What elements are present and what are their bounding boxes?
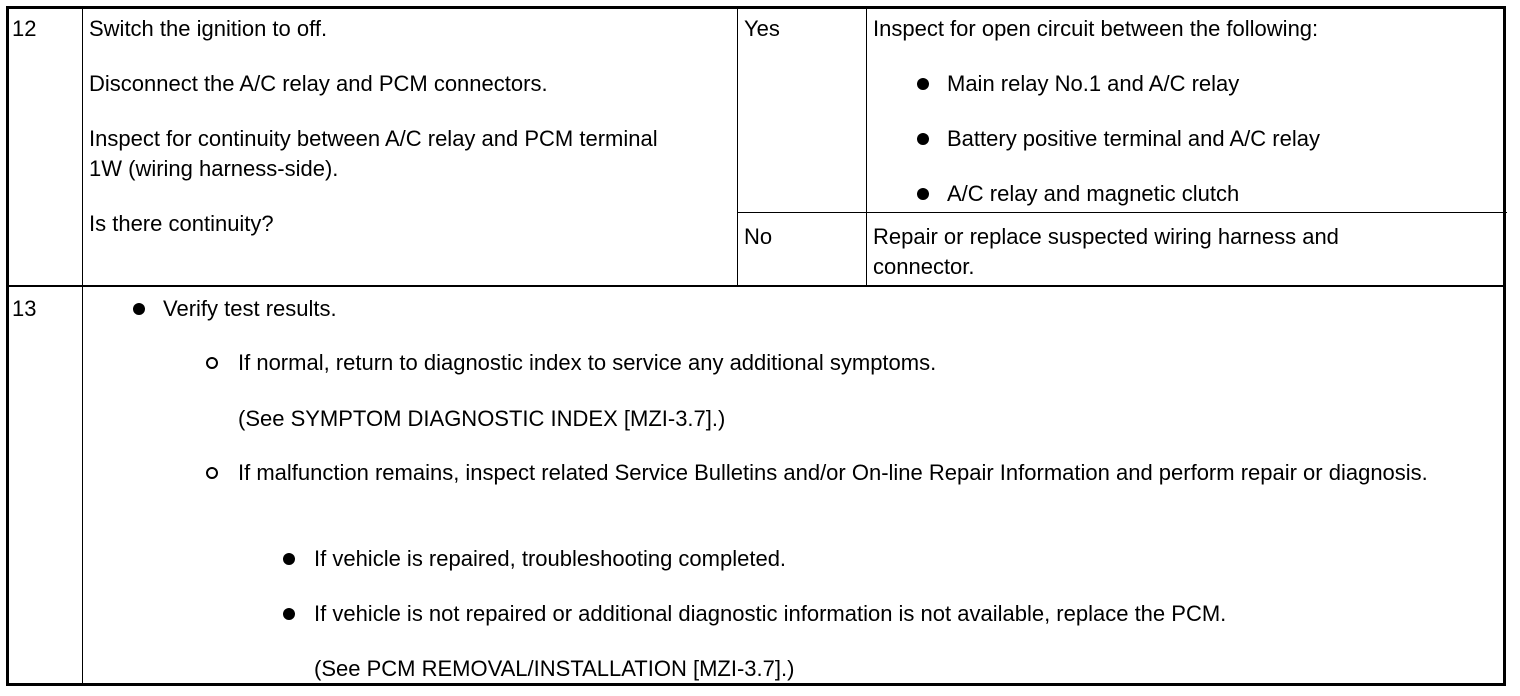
circle-bullet-icon [206, 357, 218, 369]
bullet-icon [917, 188, 929, 200]
list-item: If vehicle is not repaired or additional diagnostic information is not available, replace the PCM. [314, 601, 1227, 626]
list-item: If malfunction remains, inspect related Service Bulletins and/or On-line Repair Information and perform repair or diagnosis. [238, 460, 1428, 485]
list-item: If vehicle is repaired, troubleshooting completed. [314, 546, 787, 571]
instruction-text: Disconnect the A/C relay and PCM connectors. [89, 71, 548, 96]
reference-text: (See PCM REMOVAL/INSTALLATION [MZI-3.7].) [314, 656, 795, 681]
bullet-icon [133, 303, 145, 315]
row-divider-12-13 [8, 285, 1506, 287]
row-divider-yes-no [737, 212, 1507, 213]
column-divider-step [82, 8, 83, 686]
step-number: 12 [12, 16, 37, 41]
action-text: Inspect for open circuit between the following: [873, 16, 1319, 41]
action-text: Repair or replace suspected wiring harness and connector. [873, 224, 1339, 279]
result-yes: Yes [744, 16, 780, 41]
step-number: 13 [12, 296, 37, 321]
instruction-text: Inspect for continuity between A/C relay and PCM terminal 1W (wiring harness-side). [89, 126, 658, 181]
bullet-icon [283, 553, 295, 565]
instruction-question: Is there continuity? [89, 211, 274, 236]
bullet-icon [917, 78, 929, 90]
list-item: Main relay No.1 and A/C relay [947, 71, 1240, 96]
reference-text: (See SYMPTOM DIAGNOSTIC INDEX [MZI-3.7].) [238, 406, 726, 431]
bullet-icon [917, 133, 929, 145]
circle-bullet-icon [206, 467, 218, 479]
column-divider-action [866, 8, 867, 286]
list-item: A/C relay and magnetic clutch [947, 181, 1240, 206]
list-item: Verify test results. [163, 296, 337, 321]
list-item: Battery positive terminal and A/C relay [947, 126, 1320, 151]
list-item: If normal, return to diagnostic index to service any additional symptoms. [238, 350, 937, 375]
instruction-text: Switch the ignition to off. [89, 16, 328, 41]
column-divider-result [737, 8, 738, 286]
diagnostic-table [6, 6, 1506, 686]
result-no: No [744, 224, 773, 249]
bullet-icon [283, 608, 295, 620]
